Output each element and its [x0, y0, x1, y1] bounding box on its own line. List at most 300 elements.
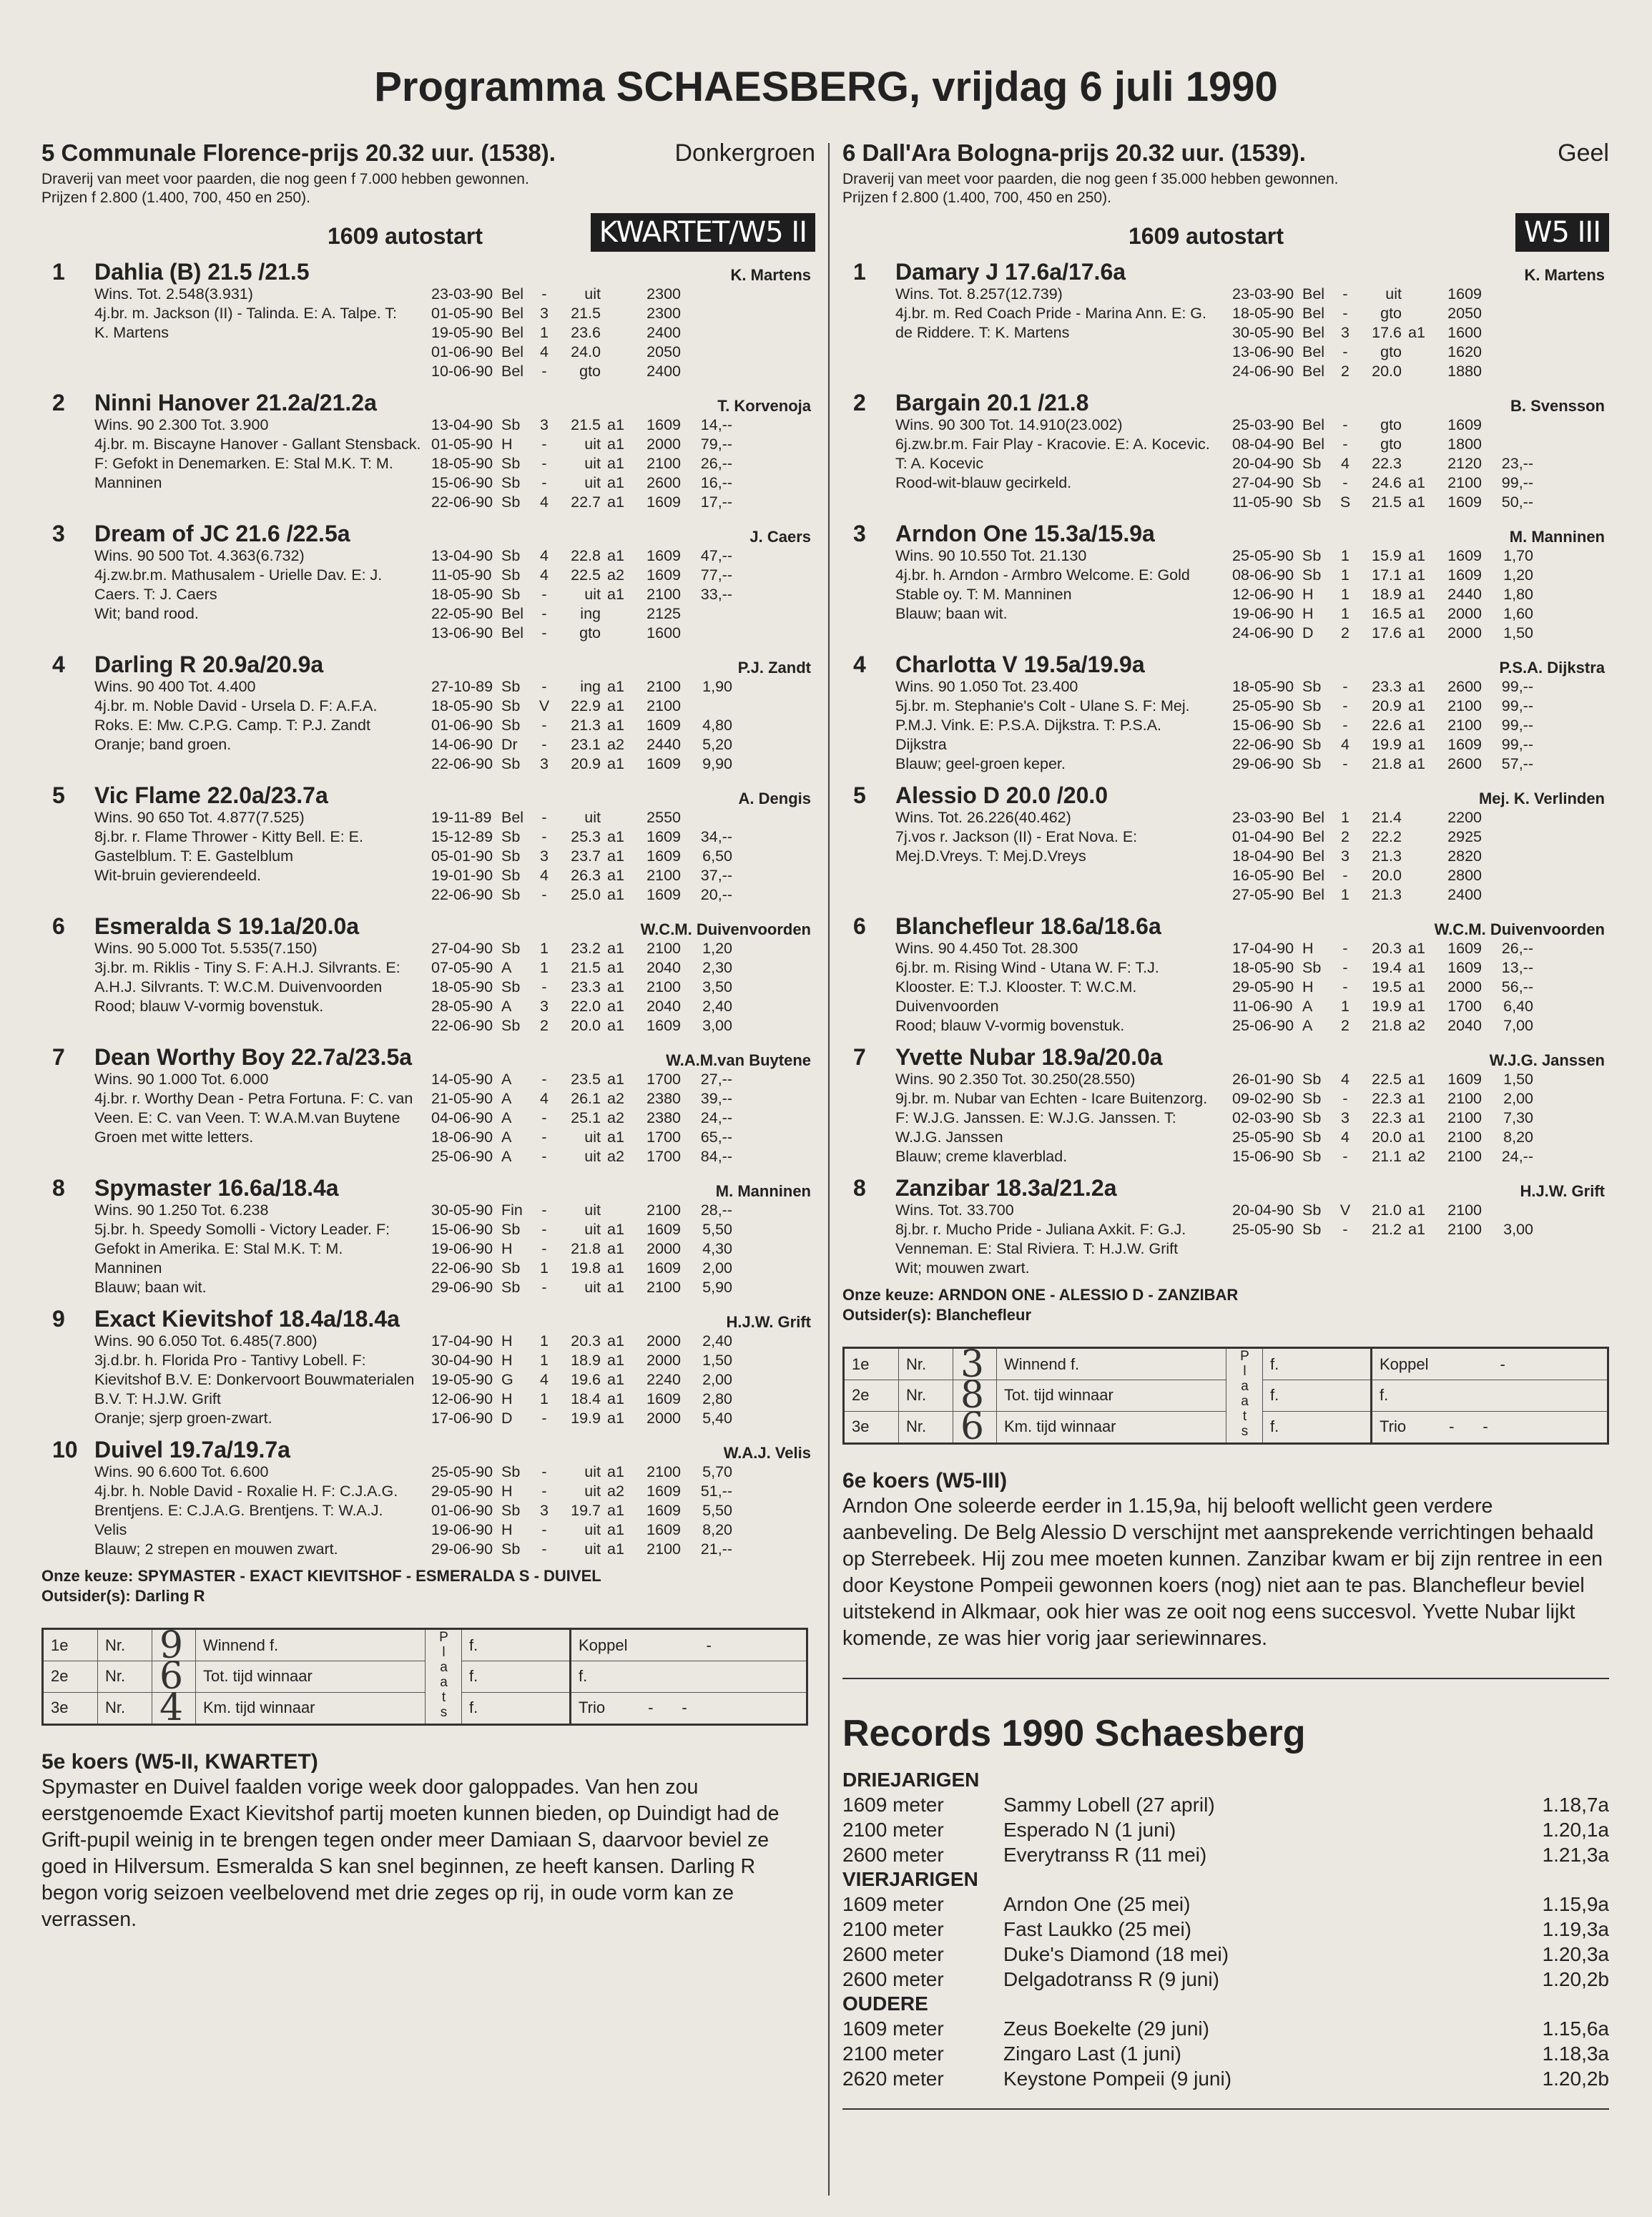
run-place: - [541, 1201, 547, 1219]
run-time: 21.4 [1372, 809, 1402, 826]
run-odds: 99,-- [1501, 717, 1533, 734]
run-row [431, 624, 815, 643]
horse-number: 8 [52, 1175, 65, 1201]
run-odds [1482, 808, 1533, 827]
run-track: H [501, 1483, 513, 1500]
horse-runs [1232, 808, 1609, 905]
run-track: Bel [1302, 363, 1325, 380]
run-track: H [1302, 586, 1314, 603]
run-date: 18-05-90 [431, 455, 493, 472]
run-row [1232, 362, 1609, 381]
run-distance: 2040 [646, 959, 681, 976]
run-time: 20.9 [1372, 697, 1402, 714]
run-place: - [1342, 959, 1348, 976]
run-time: uit [584, 1221, 601, 1238]
run-odds: 2,40 [702, 1332, 732, 1350]
run-odds: 1,20 [1503, 566, 1533, 584]
horse-info-line: Dijkstra [895, 736, 947, 753]
run-odds [681, 304, 732, 323]
run-row [431, 1089, 815, 1108]
horse-name: Arndon One 15.3a/15.9a [895, 521, 1155, 546]
run-distance: 1700 [646, 1148, 681, 1165]
run-time: 23.7 [571, 847, 601, 865]
horse-info [842, 546, 1232, 643]
run-distance: 2400 [1447, 886, 1482, 903]
horse-number: 5 [853, 782, 866, 808]
horse-info-line: Caers. T: J. Caers [94, 586, 217, 603]
run-date: 27-04-90 [431, 940, 493, 957]
race-6-header [842, 139, 1609, 167]
run-odds: 99,-- [1501, 697, 1533, 714]
record-holder: Delgadotranss R (9 juni) [1003, 1968, 1219, 1990]
run-place: 4 [1341, 1071, 1349, 1088]
horse-trainer: W.C.M. Duivenvoorden [640, 920, 811, 938]
run-odds: 5,50 [702, 1502, 732, 1519]
run-place: 1 [540, 1332, 549, 1350]
run-time: 21.3 [1372, 847, 1402, 865]
run-start: a1 [1408, 586, 1425, 603]
run-distance: 1609 [646, 1390, 681, 1407]
horse-trainer: W.A.M.van Buytene [666, 1051, 811, 1069]
run-date: 13-06-90 [1232, 343, 1294, 360]
horse-runs [431, 677, 815, 774]
run-track: H [501, 1332, 513, 1350]
run-track: Sb [501, 1540, 521, 1558]
run-time: uit [584, 474, 601, 491]
record-row [842, 1817, 1609, 1842]
run-start: a1 [1408, 1129, 1425, 1146]
run-track: Bel [1302, 305, 1325, 322]
run-row [431, 1351, 815, 1370]
record-distance: 2600 meter [842, 1968, 944, 1990]
run-track: Bel [1302, 886, 1325, 903]
run-place: - [1342, 285, 1348, 303]
run-date: 22-05-90 [431, 605, 493, 622]
run-start: a1 [607, 1017, 624, 1034]
run-distance: 2820 [1447, 847, 1482, 865]
run-odds: 1,60 [1503, 605, 1533, 622]
horse-details [842, 939, 1609, 1036]
run-time: 20.9 [571, 755, 601, 772]
horse-info-line: W.J.G. Janssen [895, 1129, 1003, 1146]
dash: - [1449, 1417, 1455, 1436]
horse-entry [842, 1043, 1609, 1166]
run-track: Bel [1302, 867, 1325, 884]
record-row [842, 1792, 1609, 1817]
run-track: A [501, 1148, 512, 1165]
horse-info-line: Wins. 90 1.250 Tot. 6.238 [94, 1201, 269, 1219]
race-6-color: Geel [1558, 139, 1609, 167]
run-distance: 2000 [1447, 624, 1482, 641]
run-place: - [541, 886, 547, 903]
run-odds: 1,50 [1503, 624, 1533, 641]
run-time: uit [584, 809, 601, 826]
run-odds: 39,-- [700, 1090, 732, 1107]
horse-entry [842, 257, 1609, 381]
race-5-start-row [41, 213, 815, 257]
horse-info-line: Wins. 90 650 Tot. 4.877(7.525) [94, 809, 305, 826]
run-date: 24-06-90 [1232, 624, 1294, 641]
horse-trainer: M. Manninen [715, 1182, 811, 1200]
run-start: a1 [607, 886, 624, 903]
run-date: 18-05-90 [431, 978, 493, 996]
horse-header [41, 1043, 815, 1070]
horse-entry [842, 1174, 1609, 1278]
run-place: 2 [1341, 1017, 1349, 1034]
run-time: uit [1385, 285, 1402, 303]
horse-info [41, 677, 431, 774]
run-start [1402, 808, 1432, 827]
run-place: 4 [540, 566, 549, 584]
run-date: 14-05-90 [431, 1071, 493, 1088]
horse-header [842, 519, 1609, 546]
record-holder: Everytranss R (11 mei) [1003, 1844, 1207, 1866]
run-time: 23.3 [571, 978, 601, 996]
horse-info-line: Rood-wit-blauw gecirkeld. [895, 474, 1072, 491]
run-place: - [1342, 1221, 1348, 1238]
horse-trainer: W.A.J. Velis [723, 1444, 811, 1462]
run-track: H [1302, 605, 1314, 622]
horse-name: Bargain 20.1 /21.8 [895, 390, 1089, 416]
run-place: - [541, 1483, 547, 1500]
run-row [431, 1501, 815, 1520]
horse-info [842, 939, 1232, 1036]
run-start: a1 [1408, 959, 1425, 976]
horse-info-line: Wins. Tot. 33.700 [895, 1201, 1014, 1219]
run-odds [681, 624, 732, 643]
run-place: - [541, 828, 547, 845]
run-time: 21.2 [1372, 1221, 1402, 1238]
run-place: - [541, 1540, 547, 1558]
horse-entry [41, 781, 815, 905]
run-date: 27-05-90 [1232, 886, 1294, 903]
handwritten-number: 9 [152, 1629, 196, 1661]
run-place: - [541, 285, 547, 303]
run-row [1232, 435, 1609, 454]
run-track: Sb [1302, 1148, 1322, 1165]
run-row [1232, 677, 1609, 697]
run-start: a2 [607, 1483, 624, 1500]
run-date: 15-06-90 [431, 474, 493, 491]
run-distance: 1700 [646, 1129, 681, 1146]
race-6-keuze: Onze keuze: ARNDON ONE - ALESSIO D - ZANZIBAR [842, 1286, 1239, 1304]
run-track: Sb [501, 940, 521, 957]
tot-tijd-label: Tot. tijd winnaar [997, 1380, 1226, 1412]
run-track: Sb [501, 755, 521, 772]
horse-runs [431, 285, 815, 381]
run-odds: 77,-- [700, 566, 732, 584]
run-track: Sb [501, 493, 521, 511]
record-holder: Zeus Boekelte (29 juni) [1003, 2017, 1209, 2040]
run-odds: 4,80 [702, 717, 732, 734]
run-start [1402, 304, 1432, 323]
run-start: a1 [1408, 1071, 1425, 1088]
run-row [1232, 624, 1609, 643]
run-place: - [541, 1410, 547, 1427]
run-start: a1 [607, 1071, 624, 1088]
run-start: a1 [607, 1129, 624, 1146]
run-row [431, 697, 815, 716]
horse-info-line: Wins. 90 400 Tot. 4.400 [94, 678, 256, 695]
run-row [431, 1482, 815, 1501]
run-place: V [1339, 1201, 1351, 1219]
run-row [431, 1070, 815, 1089]
run-start [601, 808, 631, 827]
run-place: - [541, 1521, 547, 1538]
run-place: 1 [540, 1352, 549, 1369]
race-5-header [41, 139, 815, 167]
run-place: 3 [540, 998, 549, 1015]
run-date: 01-04-90 [1232, 828, 1294, 845]
run-time: uit [584, 285, 601, 303]
run-date: 29-05-90 [1232, 978, 1294, 996]
horse-header [41, 388, 815, 416]
horse-info-line: Wins. 90 1.050 Tot. 23.400 [895, 678, 1078, 695]
run-distance: 1609 [646, 416, 681, 433]
run-distance: 1609 [646, 1483, 681, 1500]
run-odds: 1,80 [1503, 586, 1533, 603]
run-place: 4 [540, 493, 549, 511]
run-place: - [1342, 940, 1348, 957]
run-track: Sb [1302, 1201, 1322, 1219]
horse-header [41, 650, 815, 677]
run-time: gto [1380, 343, 1402, 360]
race-6-badge: W5 III [1515, 213, 1609, 252]
horse-info-line: 3j.d.br. h. Florida Pro - Tantivy Lobell. F: [94, 1352, 366, 1369]
run-date: 25-06-90 [1232, 1017, 1294, 1034]
run-start: a1 [607, 1390, 624, 1407]
run-date: 18-04-90 [1232, 847, 1294, 865]
run-row [1232, 997, 1609, 1016]
run-date: 08-06-90 [1232, 566, 1294, 584]
run-place: 3 [540, 847, 549, 865]
horse-runs [431, 416, 815, 512]
horse-number: 4 [52, 652, 65, 677]
koppel-cell [1372, 1348, 1608, 1380]
run-track: H [1302, 940, 1314, 957]
run-distance: 1609 [1447, 736, 1482, 753]
run-date: 01-05-90 [431, 436, 493, 453]
run-row [1232, 1108, 1609, 1128]
horse-info-line: P.M.J. Vink. E: P.S.A. Dijkstra. T: P.S.A. [895, 717, 1162, 734]
run-row [431, 716, 815, 735]
run-time: 19.9 [571, 1410, 601, 1427]
run-time: uit [584, 586, 601, 603]
run-odds: 6,50 [702, 847, 732, 865]
run-time: uit [584, 1148, 601, 1165]
run-time: 23.6 [571, 324, 601, 341]
place-label: 3e [844, 1411, 899, 1443]
run-track: Sb [501, 717, 521, 734]
plaats-text: Plaats [1237, 1349, 1252, 1439]
run-start: a1 [607, 1371, 624, 1388]
record-time: 1.15,6a [1542, 2017, 1609, 2040]
run-date: 19-01-90 [431, 867, 493, 884]
run-start: a2 [607, 1090, 624, 1107]
run-start: a1 [607, 586, 624, 603]
run-start [601, 343, 631, 362]
run-track: H [501, 1390, 513, 1407]
run-odds: 3,50 [702, 978, 732, 996]
run-distance: 2100 [1447, 474, 1482, 491]
run-distance: 1609 [646, 847, 681, 865]
run-track: Sb [501, 474, 521, 491]
run-time: 18.9 [1372, 586, 1402, 603]
run-time: uit [584, 1540, 601, 1558]
run-date: 25-05-90 [1232, 697, 1294, 714]
horse-info-line: K. Martens [94, 324, 169, 341]
run-date: 23-03-90 [1232, 285, 1294, 303]
run-odds [1482, 343, 1533, 362]
koppel-label: Koppel [1380, 1355, 1429, 1373]
horse-trainer: M. Manninen [1509, 528, 1605, 546]
run-place: - [541, 809, 547, 826]
run-start: a1 [1408, 717, 1425, 734]
run-time: 15.9 [1372, 547, 1402, 564]
run-time: 17.6 [1372, 624, 1402, 641]
record-holder: Keystone Pompeii (9 juni) [1003, 2068, 1232, 2090]
run-date: 22-06-90 [431, 755, 493, 772]
run-date: 19-05-90 [431, 324, 493, 341]
run-time: 23.3 [1372, 678, 1402, 695]
horse-trainer: H.J.W. Grift [1520, 1182, 1605, 1200]
horse-entry [41, 1435, 815, 1559]
horse-info-line: Manninen [94, 474, 162, 491]
run-distance: 1800 [1447, 436, 1482, 453]
run-distance: 1609 [646, 547, 681, 564]
run-distance: 2100 [646, 1463, 681, 1480]
run-time: uit [584, 436, 601, 453]
horse-info-line: 4j.br. m. Biscayne Hanover - Gallant Stensback. [94, 436, 421, 453]
run-row [431, 566, 815, 585]
run-time: gto [579, 363, 601, 380]
run-track: Sb [1302, 474, 1322, 491]
run-distance: 2100 [646, 697, 681, 714]
run-track: Bel [1302, 416, 1325, 433]
run-date: 18-05-90 [1232, 959, 1294, 976]
run-distance: 2100 [1447, 1090, 1482, 1107]
dash: - [648, 1699, 654, 1717]
horse-info [41, 416, 431, 512]
run-start: a1 [607, 1463, 624, 1480]
run-date: 22-06-90 [431, 886, 493, 903]
run-track: Sb [1302, 493, 1322, 511]
f-label: f. [462, 1629, 571, 1661]
run-row [431, 1259, 815, 1278]
run-date: 16-05-90 [1232, 867, 1294, 884]
run-track: Sb [501, 867, 521, 884]
run-track: A [501, 1129, 512, 1146]
race-6-conditions-text: Draverij van meet voor paarden, die nog geen f 35.000 hebben gewonnen. [842, 171, 1339, 187]
horse-entry [41, 1304, 815, 1428]
record-time: 1.15,9a [1542, 1893, 1609, 1915]
run-start: a1 [607, 717, 624, 734]
run-row [431, 585, 815, 604]
run-start: a1 [607, 959, 624, 976]
horse-info-line: F: W.J.G. Janssen. E: W.J.G. Janssen. T: [895, 1109, 1176, 1126]
f-label: f. [571, 1661, 807, 1693]
run-date: 18-05-90 [1232, 305, 1294, 322]
race-5-badge: KWARTET/W5 II [591, 213, 815, 252]
run-time: gto [579, 624, 601, 641]
horse-runs [431, 939, 815, 1036]
record-distance: 1609 meter [842, 1794, 944, 1816]
run-track: Sb [1302, 1090, 1322, 1107]
run-odds: 37,-- [700, 867, 732, 884]
horse-name: Vic Flame 22.0a/23.7a [94, 782, 328, 808]
run-distance: 1609 [1447, 959, 1482, 976]
run-odds [1482, 285, 1533, 304]
run-distance: 2100 [646, 940, 681, 957]
run-odds: 8,20 [1503, 1129, 1533, 1146]
horse-info-line: Veen. E: C. van Veen. T: W.A.M.van Buytene [94, 1109, 400, 1126]
dash: - [1483, 1417, 1488, 1436]
handwritten-number: 6 [152, 1661, 196, 1693]
run-track: Bel [1302, 436, 1325, 453]
run-odds: 28,-- [700, 1201, 732, 1219]
run-track: Bel [501, 809, 524, 826]
horse-entry [41, 519, 815, 643]
run-date: 27-04-90 [1232, 474, 1294, 491]
horse-trainer: P.S.A. Dijkstra [1499, 659, 1605, 677]
run-row [1232, 343, 1609, 362]
run-track: Sb [501, 697, 521, 714]
run-row [431, 1220, 815, 1239]
run-distance: 2100 [646, 1279, 681, 1296]
horse-info-line: Venneman. E: Stal Riviera. T: H.J.W. Grift [895, 1240, 1179, 1257]
run-distance: 2100 [646, 455, 681, 472]
horse-header [41, 519, 815, 546]
run-place: 4 [1341, 1129, 1349, 1146]
run-start: a1 [1408, 1201, 1425, 1219]
run-start: a1 [1408, 474, 1425, 491]
horse-info [41, 546, 431, 643]
horse-info-line: Oranje; sjerp groen-zwart. [94, 1410, 272, 1427]
record-distance: 1609 meter [842, 2017, 944, 2040]
run-place: - [541, 586, 547, 603]
run-start: a1 [607, 493, 624, 511]
horse-info-line: 7j.vos r. Jackson (II) - Erat Nova. E: [895, 828, 1138, 845]
run-row [431, 1147, 815, 1166]
run-odds: 56,-- [1501, 978, 1533, 996]
run-date: 19-06-90 [1232, 605, 1294, 622]
run-odds: 5,50 [702, 1221, 732, 1238]
nr-label: Nr. [98, 1661, 152, 1693]
race-5-result-table [41, 1623, 808, 1730]
run-start [1402, 435, 1432, 454]
run-date: 01-06-90 [431, 717, 493, 734]
horse-info [41, 285, 431, 381]
horse-trainer: K. Martens [730, 266, 811, 284]
run-date: 24-06-90 [1232, 363, 1294, 380]
run-row [431, 1390, 815, 1409]
record-row [842, 1892, 1609, 1917]
run-start [1402, 454, 1432, 473]
run-start: a1 [607, 940, 624, 957]
run-track: Bel [501, 305, 524, 322]
run-row [431, 1239, 815, 1259]
horse-info-line: 8j.br. r. Flame Thrower - Kitty Bell. E: E. [94, 828, 363, 845]
horse-details [41, 1070, 815, 1166]
run-time: 20.0 [1372, 1129, 1402, 1146]
run-distance: 1609 [1447, 940, 1482, 957]
run-time: 23.1 [571, 736, 601, 753]
run-time: 26.3 [571, 867, 601, 884]
horse-info-line: Wins. 90 2.300 Tot. 3.900 [94, 416, 269, 433]
horse-number: 1 [52, 259, 65, 285]
run-distance: 2000 [646, 1352, 681, 1369]
dash: - [706, 1636, 712, 1654]
